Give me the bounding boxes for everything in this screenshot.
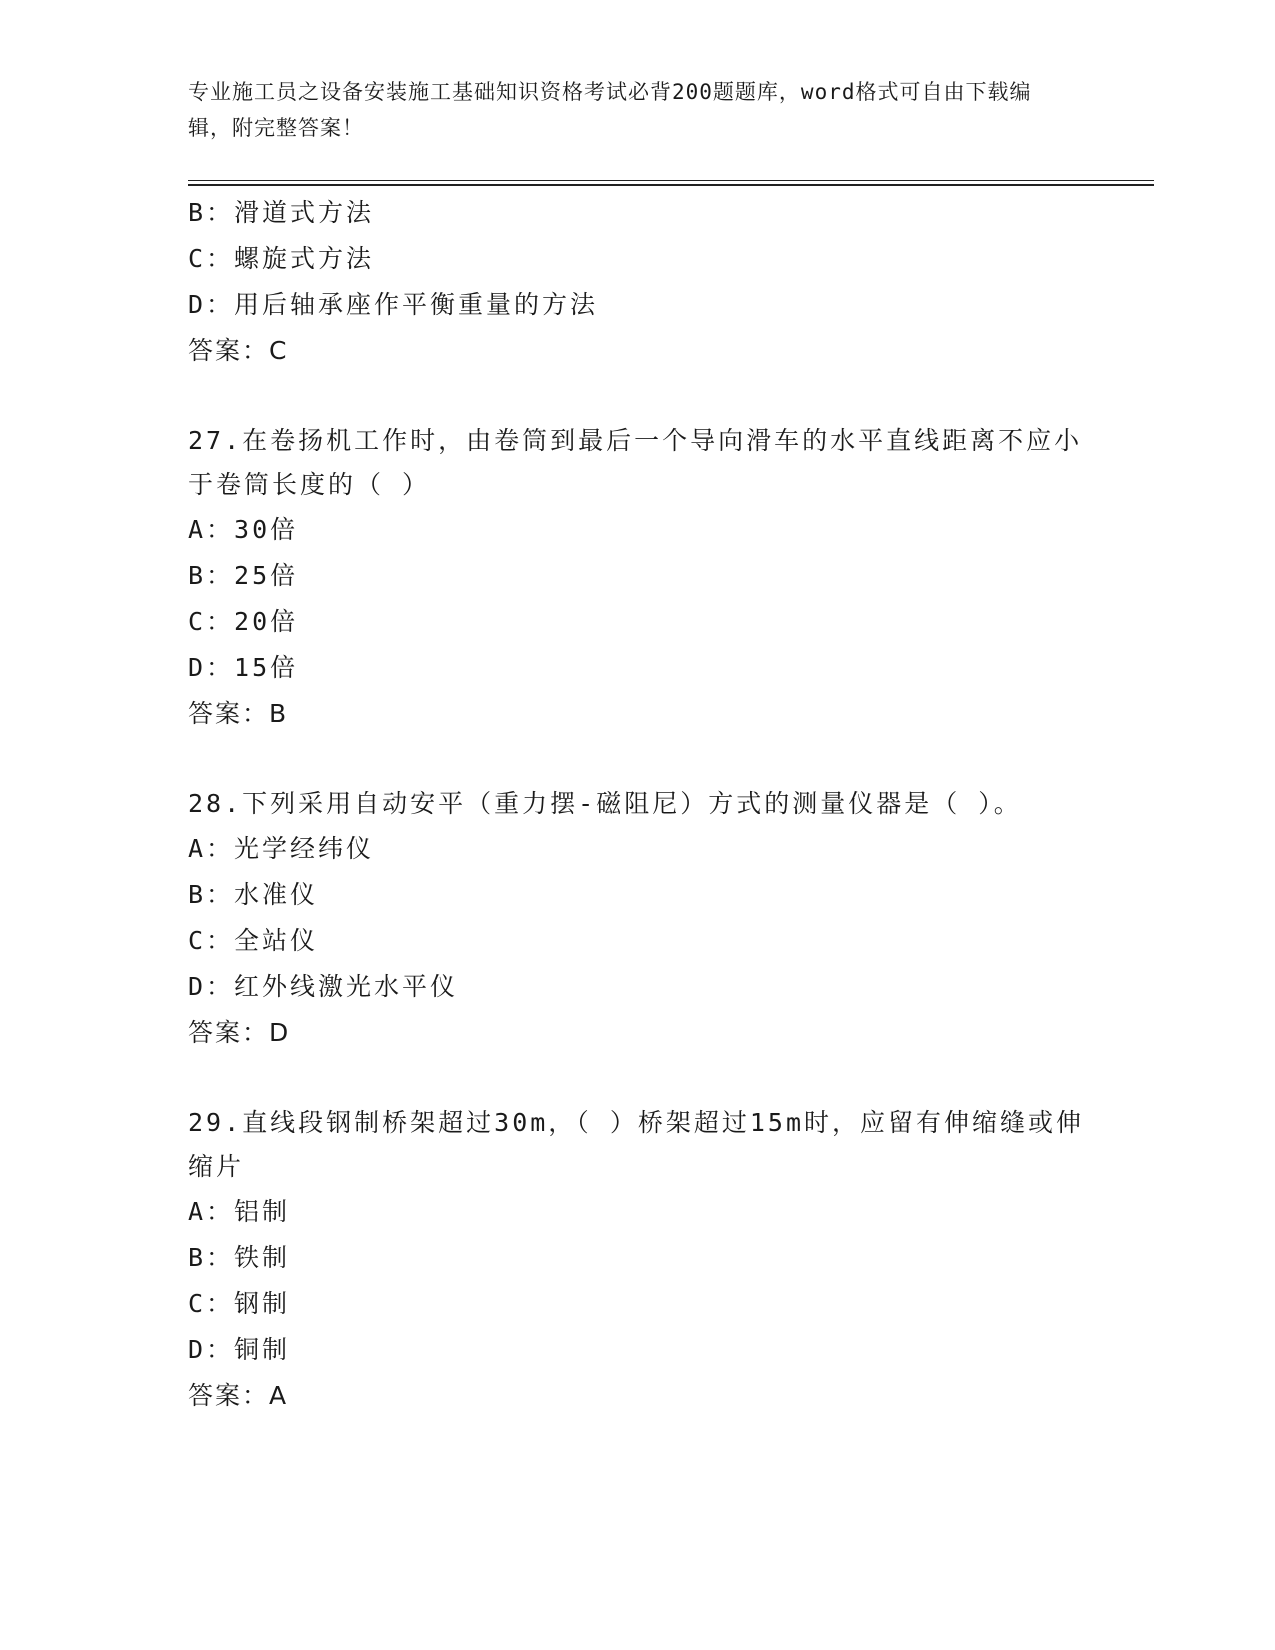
option-b: B：水准仪 (188, 880, 319, 909)
question-stem: 27.在卷扬机工作时，由卷筒到最后一个导向滑车的水平直线距离不应小于卷筒长度的（ ） (188, 426, 1083, 499)
header-divider-thin (188, 180, 1154, 181)
question-gap (188, 737, 1088, 782)
document-header: 专业施工员之设备安装施工基础知识资格考试必背200题题库，word格式可自由下载编辑，附完整答案！ (188, 80, 1032, 140)
answer: 答案：C (188, 336, 289, 365)
question-stem: 28.下列采用自动安平（重力摆-磁阻尼）方式的测量仪器是（ ）。 (188, 789, 1022, 818)
answer: 答案：A (188, 1381, 289, 1410)
option-c: C：钢制 (188, 1289, 291, 1318)
option-d: D：用后轴承座作平衡重量的方法 (188, 290, 599, 319)
option-b: B：25倍 (188, 561, 299, 590)
option-c: C：20倍 (188, 607, 299, 636)
question-26-continued (188, 190, 1088, 374)
question-stem: 29.直线段钢制桥架超过30m，（ ）桥架超过15m时，应留有伸缩缝或伸缩片 (188, 1108, 1085, 1181)
option-b: B：滑道式方法 (188, 198, 375, 227)
question-list (188, 190, 1088, 1419)
question-gap (188, 374, 1088, 419)
option-d: D：15倍 (188, 653, 299, 682)
question-gap (188, 1056, 1088, 1101)
question-29 (188, 1101, 1088, 1419)
option-c: C：螺旋式方法 (188, 244, 375, 273)
option-c: C：全站仪 (188, 926, 319, 955)
option-b: B：铁制 (188, 1243, 291, 1272)
option-a: A：铝制 (188, 1197, 291, 1226)
option-d: D：铜制 (188, 1335, 291, 1364)
question-27 (188, 419, 1088, 737)
option-d: D：红外线激光水平仪 (188, 972, 459, 1001)
answer: 答案：B (188, 699, 289, 728)
answer: 答案：D (188, 1018, 291, 1047)
option-a: A：30倍 (188, 515, 299, 544)
question-28 (188, 782, 1088, 1056)
header-divider-thick (188, 184, 1154, 186)
option-a: A：光学经纬仪 (188, 834, 375, 863)
